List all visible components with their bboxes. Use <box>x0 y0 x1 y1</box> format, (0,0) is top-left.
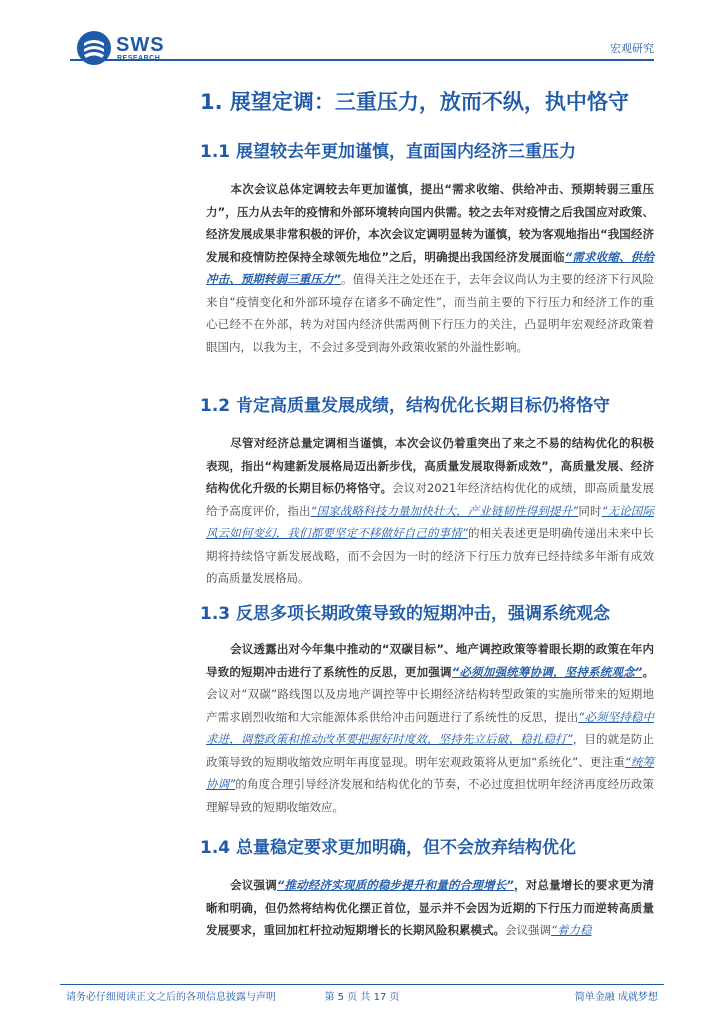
logo-wordmark: SWS <box>116 34 165 56</box>
section-paragraph-1-2 <box>206 432 654 590</box>
text-run: 会议对“双碳”路线图以及房地产调控等中长期经济结构转型政策的实施所带来的短期地产需求剧烈收缩和大宗能源体系供给冲击问题进行了系统性的反思，提出 <box>206 687 654 724</box>
section-paragraph-1-4 <box>206 874 654 942</box>
section-title-1-3: 1.3 反思多项长期政策导致的短期冲击，强调系统观念 <box>200 604 611 624</box>
footer-slogan: 简单金融 成就梦想 <box>574 992 658 1003</box>
section-title-1-4: 1.4 总量稳定要求更加明确，但不会放弃结构优化 <box>200 838 577 858</box>
page-header <box>0 0 724 70</box>
chapter-title: 1. 展望定调：三重压力，放而不纵，执中恪守 <box>200 90 629 114</box>
text-run: 。 <box>642 664 655 679</box>
section-title-1-1: 1.1 展望较去年更加谨慎，直面国内经济三重压力 <box>200 142 577 162</box>
text-run: “无论国际风云如何变幻，我们都要坚定不移做好自己的事情” <box>206 503 655 540</box>
text-run: “必须加强统筹协调，坚持系统观念” <box>451 664 643 679</box>
text-run: “需求收缩、供给冲击、预期转弱三重压力” <box>206 249 654 286</box>
section-title-1-2: 1.2 肯定高质量发展成绩，结构优化长期目标仍将恪守 <box>200 396 611 416</box>
text-run: 的相关表述更是明确传递出未来中长期将持续恪守新发展战略，而不会因为一时的经济下行压力放弃已经持续多年渐有成效的高质量发展格局。 <box>206 526 654 585</box>
text-run: “必须坚持稳中求进，调整政策和推动改革要把握好时度效，坚持先立后破、稳扎稳打” <box>206 709 654 746</box>
text-run: ，目的就是防止政策导致的短期收缩效应明年再度显现。明年宏观政策将从更加“系统化”、更注重 <box>206 732 654 769</box>
footer-divider <box>60 984 664 985</box>
header-divider <box>70 59 654 61</box>
page-number: 第 5 页 共 17 页 <box>324 992 400 1003</box>
text-run: 。值得关注之处还在于，去年会议尚认为主要的经济下行风险来自“疫情变化和外部环境存在诸多不确定性”，而当前主要的下行压力和经济工作的重心已经不在外部，转为对国内经济供需两侧下行压力的关注，凸显明年宏观经济政策着眼国内，以我为主，不会过多受到海外政策收紧的外溢性影响。 <box>206 272 655 354</box>
section-paragraph-1-1 <box>206 178 654 358</box>
text-run: “着力稳 <box>551 923 592 937</box>
text-run: 本次会议总体定调较去年更加谨慎，提出“需求收缩、供给冲击、预期转弱三重压力”，压力从去年的疫情和外部环境转向国内供需。较之去年对疫情之后我国应对政策、经济发展成果非常积极的评价，本次会议定调明显转为谨慎，较为客观地指出“我国经济发展和疫情防控保持全球领先地位”之后，明确提出我国经济发展面临 <box>206 182 654 264</box>
document-type: 宏观研究 <box>610 42 654 55</box>
footer-disclaimer[interactable]: 请务必仔细阅读正文之后的各项信息披露与声明 <box>66 992 276 1003</box>
text-run: 会议强调 <box>505 923 551 937</box>
text-run: ，对总量增长的要求更为清晰和明确，但仍然将结构优化摆正首位，显示并不会因为近期的下行压力而逆转高质量发展要求，重回加杠杆拉动短期增长的长期风险积累模式。 <box>206 878 655 937</box>
text-run: “推动经济实现质的稳步提升和量的合理增长” <box>276 878 514 892</box>
text-run: 会议透露出对今年集中推动的“双碳目标”、地产调控政策等着眼长期的政策在年内导致的短期冲击进行了系统性的反思，更加强调 <box>206 642 654 679</box>
text-run: “统筹协调” <box>206 754 654 791</box>
text-run: 同时 <box>578 503 602 518</box>
text-run: 会议强调 <box>230 878 277 892</box>
text-run: 的角度合理引导经济发展和结构优化的节奏，不必过度担忧明年经济再度经历政策理解导致的短期收缩效应。 <box>206 777 654 814</box>
section-paragraph-1-3 <box>206 638 654 818</box>
text-run: 会议对2021年经济结构优化的成绩，即高质量发展给予高度评价，指出 <box>206 481 655 518</box>
text-run: “国家战略科技力量加快壮大，产业链韧性得到提升” <box>310 503 579 518</box>
text-run: 尽管对经济总量定调相当谨慎，本次会议仍着重突出了来之不易的结构优化的积极表现，指出“构建新发展格局迈出新步伐，高质量发展取得新成效”，高质量发展、经济结构优化升级的长期目标仍将恪守。 <box>206 436 654 495</box>
